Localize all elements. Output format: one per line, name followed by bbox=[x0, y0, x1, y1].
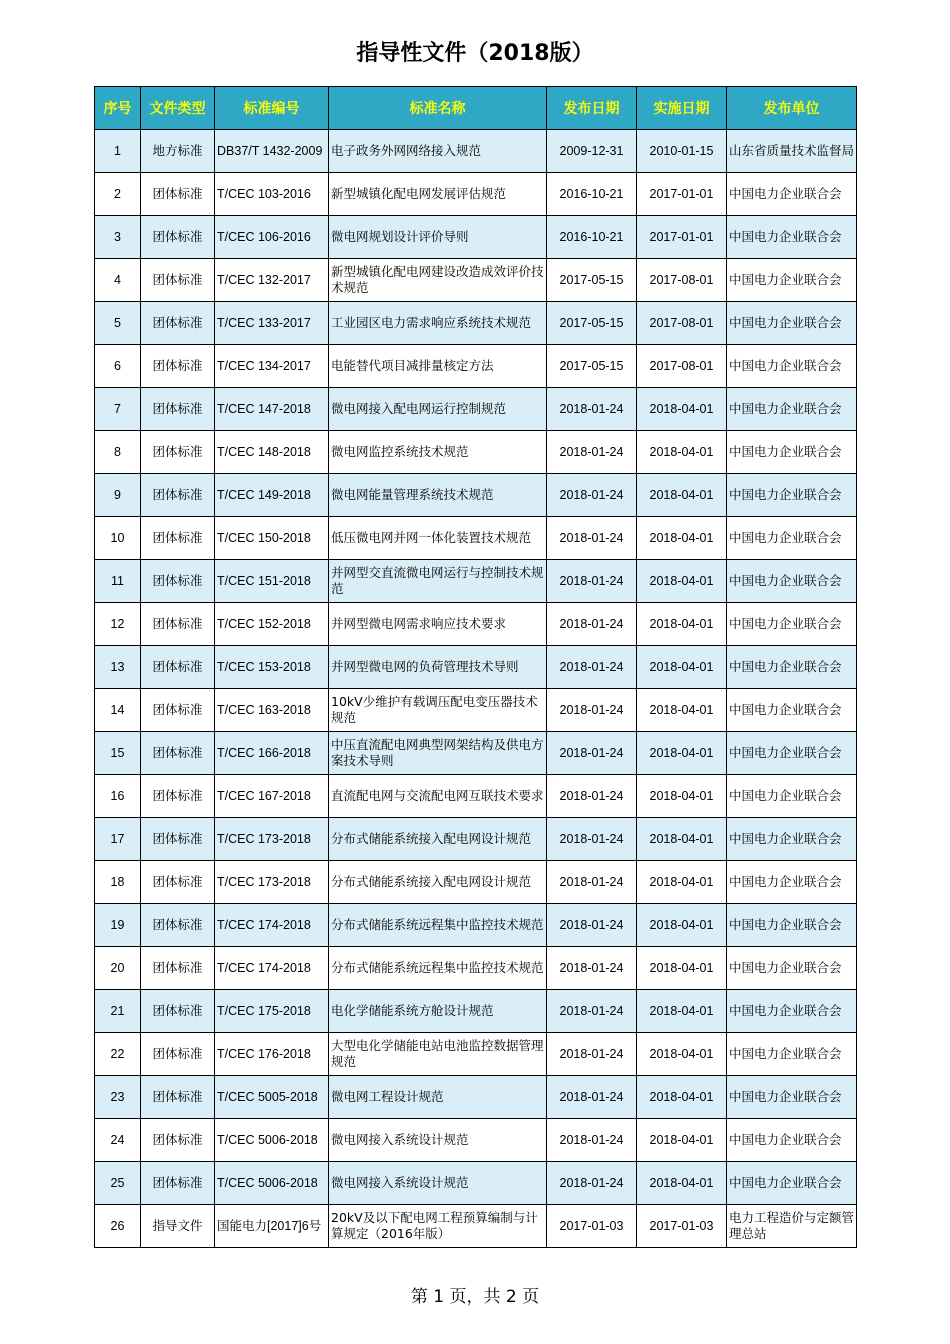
file-type-cell: 指导文件 bbox=[141, 1205, 215, 1248]
table-row bbox=[95, 302, 857, 345]
publisher-cell: 中国电力企业联合会 bbox=[727, 947, 857, 990]
page-title: 指导性文件（2018版） bbox=[356, 41, 594, 66]
header-row bbox=[95, 87, 857, 130]
publisher-cell: 中国电力企业联合会 bbox=[727, 904, 857, 947]
file-type-cell: 团体标准 bbox=[141, 861, 215, 904]
file-type-cell: 团体标准 bbox=[141, 345, 215, 388]
publisher-cell: 中国电力企业联合会 bbox=[727, 775, 857, 818]
file-type-cell: 团体标准 bbox=[141, 818, 215, 861]
publisher-cell: 中国电力企业联合会 bbox=[727, 431, 857, 474]
publisher-cell: 中国电力企业联合会 bbox=[727, 1076, 857, 1119]
table-row bbox=[95, 216, 857, 259]
publish-date-cell: 2018-01-24 bbox=[547, 818, 637, 861]
publisher-cell: 中国电力企业联合会 bbox=[727, 1119, 857, 1162]
row-number-cell: 7 bbox=[95, 388, 141, 431]
publish-date-cell: 2017-05-15 bbox=[547, 302, 637, 345]
standard-name-cell: 新型城镇化配电网发展评估规范 bbox=[329, 173, 547, 216]
effective-date-cell: 2010-01-15 bbox=[637, 130, 727, 173]
table-row bbox=[95, 947, 857, 990]
row-number-cell: 14 bbox=[95, 689, 141, 732]
publish-date-cell: 2018-01-24 bbox=[547, 775, 637, 818]
file-type-cell: 团体标准 bbox=[141, 474, 215, 517]
table-row bbox=[95, 603, 857, 646]
standard-code-cell: T/CEC 163-2018 bbox=[215, 689, 329, 732]
standard-name-cell: 并网型微电网需求响应技术要求 bbox=[329, 603, 547, 646]
table-row bbox=[95, 1119, 857, 1162]
publish-date-cell: 2018-01-24 bbox=[547, 560, 637, 603]
row-number-cell: 10 bbox=[95, 517, 141, 560]
standard-name-cell: 电化学储能系统方舱设计规范 bbox=[329, 990, 547, 1033]
publish-date-cell: 2018-01-24 bbox=[547, 517, 637, 560]
effective-date-cell: 2018-04-01 bbox=[637, 818, 727, 861]
table-row bbox=[95, 173, 857, 216]
publisher-cell: 中国电力企业联合会 bbox=[727, 1033, 857, 1076]
table-row bbox=[95, 130, 857, 173]
standard-name-cell: 并网型微电网的负荷管理技术导则 bbox=[329, 646, 547, 689]
table-row bbox=[95, 861, 857, 904]
publisher-cell: 中国电力企业联合会 bbox=[727, 560, 857, 603]
file-type-cell: 团体标准 bbox=[141, 904, 215, 947]
standard-code-cell: T/CEC 174-2018 bbox=[215, 904, 329, 947]
publish-date-cell: 2018-01-24 bbox=[547, 603, 637, 646]
row-number-cell: 13 bbox=[95, 646, 141, 689]
row-number-cell: 12 bbox=[95, 603, 141, 646]
standard-code-cell: T/CEC 103-2016 bbox=[215, 173, 329, 216]
row-number-cell: 17 bbox=[95, 818, 141, 861]
standard-code-cell: T/CEC 173-2018 bbox=[215, 861, 329, 904]
effective-date-cell: 2018-04-01 bbox=[637, 474, 727, 517]
effective-date-cell: 2018-04-01 bbox=[637, 517, 727, 560]
publish-date-cell: 2018-01-24 bbox=[547, 990, 637, 1033]
effective-date-cell: 2018-04-01 bbox=[637, 1076, 727, 1119]
row-number-cell: 19 bbox=[95, 904, 141, 947]
effective-date-cell: 2017-08-01 bbox=[637, 302, 727, 345]
row-number-cell: 25 bbox=[95, 1162, 141, 1205]
publish-date-cell: 2018-01-24 bbox=[547, 947, 637, 990]
effective-date-cell: 2018-04-01 bbox=[637, 1033, 727, 1076]
file-type-cell: 团体标准 bbox=[141, 173, 215, 216]
standard-name-cell: 分布式储能系统远程集中监控技术规范 bbox=[329, 904, 547, 947]
file-type-cell: 团体标准 bbox=[141, 1119, 215, 1162]
file-type-cell: 团体标准 bbox=[141, 216, 215, 259]
standard-code-cell: T/CEC 167-2018 bbox=[215, 775, 329, 818]
standard-name-cell: 20kV及以下配电网工程预算编制与计算规定（2016年版） bbox=[329, 1205, 547, 1248]
effective-date-cell: 2018-04-01 bbox=[637, 732, 727, 775]
effective-date-cell: 2018-04-01 bbox=[637, 861, 727, 904]
publisher-cell: 中国电力企业联合会 bbox=[727, 474, 857, 517]
standard-name-cell: 工业园区电力需求响应系统技术规范 bbox=[329, 302, 547, 345]
table-row bbox=[95, 388, 857, 431]
standard-code-cell: T/CEC 173-2018 bbox=[215, 818, 329, 861]
publisher-cell: 中国电力企业联合会 bbox=[727, 861, 857, 904]
publisher-cell: 中国电力企业联合会 bbox=[727, 388, 857, 431]
row-number-cell: 23 bbox=[95, 1076, 141, 1119]
publish-date-cell: 2017-05-15 bbox=[547, 259, 637, 302]
file-type-cell: 团体标准 bbox=[141, 431, 215, 474]
col-header-publisher: 发布单位 bbox=[727, 87, 857, 130]
col-header-publish-date: 发布日期 bbox=[547, 87, 637, 130]
table-row bbox=[95, 732, 857, 775]
standard-code-cell: T/CEC 176-2018 bbox=[215, 1033, 329, 1076]
effective-date-cell: 2017-01-03 bbox=[637, 1205, 727, 1248]
table-row bbox=[95, 345, 857, 388]
publisher-cell: 中国电力企业联合会 bbox=[727, 173, 857, 216]
publish-date-cell: 2017-05-15 bbox=[547, 345, 637, 388]
file-type-cell: 地方标准 bbox=[141, 130, 215, 173]
file-type-cell: 团体标准 bbox=[141, 990, 215, 1033]
effective-date-cell: 2018-04-01 bbox=[637, 689, 727, 732]
standard-code-cell: T/CEC 148-2018 bbox=[215, 431, 329, 474]
effective-date-cell: 2017-08-01 bbox=[637, 259, 727, 302]
file-type-cell: 团体标准 bbox=[141, 947, 215, 990]
standard-code-cell: T/CEC 106-2016 bbox=[215, 216, 329, 259]
effective-date-cell: 2018-04-01 bbox=[637, 388, 727, 431]
standard-code-cell: T/CEC 150-2018 bbox=[215, 517, 329, 560]
row-number-cell: 26 bbox=[95, 1205, 141, 1248]
col-header-no: 序号 bbox=[95, 87, 141, 130]
publisher-cell: 中国电力企业联合会 bbox=[727, 216, 857, 259]
standard-name-cell: 电能替代项目减排量核定方法 bbox=[329, 345, 547, 388]
standard-code-cell: T/CEC 133-2017 bbox=[215, 302, 329, 345]
standard-name-cell: 直流配电网与交流配电网互联技术要求 bbox=[329, 775, 547, 818]
effective-date-cell: 2018-04-01 bbox=[637, 904, 727, 947]
standard-code-cell: T/CEC 132-2017 bbox=[215, 259, 329, 302]
publisher-cell: 中国电力企业联合会 bbox=[727, 302, 857, 345]
publish-date-cell: 2018-01-24 bbox=[547, 1162, 637, 1205]
standard-code-cell: T/CEC 151-2018 bbox=[215, 560, 329, 603]
standard-name-cell: 电子政务外网网络接入规范 bbox=[329, 130, 547, 173]
publish-date-cell: 2018-01-24 bbox=[547, 1033, 637, 1076]
standard-name-cell: 微电网能量管理系统技术规范 bbox=[329, 474, 547, 517]
publisher-cell: 中国电力企业联合会 bbox=[727, 603, 857, 646]
row-number-cell: 5 bbox=[95, 302, 141, 345]
publish-date-cell: 2009-12-31 bbox=[547, 130, 637, 173]
row-number-cell: 3 bbox=[95, 216, 141, 259]
row-number-cell: 24 bbox=[95, 1119, 141, 1162]
standard-code-cell: T/CEC 134-2017 bbox=[215, 345, 329, 388]
publisher-cell: 中国电力企业联合会 bbox=[727, 818, 857, 861]
col-header-name: 标准名称 bbox=[329, 87, 547, 130]
table-row bbox=[95, 646, 857, 689]
publisher-cell: 中国电力企业联合会 bbox=[727, 1162, 857, 1205]
publish-date-cell: 2018-01-24 bbox=[547, 689, 637, 732]
standard-code-cell: T/CEC 152-2018 bbox=[215, 603, 329, 646]
row-number-cell: 21 bbox=[95, 990, 141, 1033]
publish-date-cell: 2018-01-24 bbox=[547, 1119, 637, 1162]
table-row bbox=[95, 775, 857, 818]
standard-code-cell: T/CEC 166-2018 bbox=[215, 732, 329, 775]
table-row bbox=[95, 818, 857, 861]
file-type-cell: 团体标准 bbox=[141, 560, 215, 603]
table-row bbox=[95, 1033, 857, 1076]
effective-date-cell: 2017-08-01 bbox=[637, 345, 727, 388]
table-row bbox=[95, 259, 857, 302]
standard-name-cell: 10kV少维护有载调压配电变压器技术规范 bbox=[329, 689, 547, 732]
standard-name-cell: 微电网工程设计规范 bbox=[329, 1076, 547, 1119]
publisher-cell: 中国电力企业联合会 bbox=[727, 517, 857, 560]
publisher-cell: 山东省质量技术监督局 bbox=[727, 130, 857, 173]
file-type-cell: 团体标准 bbox=[141, 603, 215, 646]
publisher-cell: 中国电力企业联合会 bbox=[727, 345, 857, 388]
effective-date-cell: 2018-04-01 bbox=[637, 603, 727, 646]
publisher-cell: 中国电力企业联合会 bbox=[727, 732, 857, 775]
publish-date-cell: 2018-01-24 bbox=[547, 1076, 637, 1119]
publisher-cell: 中国电力企业联合会 bbox=[727, 646, 857, 689]
row-number-cell: 18 bbox=[95, 861, 141, 904]
standard-code-cell: T/CEC 149-2018 bbox=[215, 474, 329, 517]
effective-date-cell: 2018-04-01 bbox=[637, 646, 727, 689]
row-number-cell: 20 bbox=[95, 947, 141, 990]
page-footer: 第 1 页，共 2 页 bbox=[410, 1287, 540, 1307]
table-row bbox=[95, 517, 857, 560]
file-type-cell: 团体标准 bbox=[141, 1076, 215, 1119]
table-row bbox=[95, 1076, 857, 1119]
standard-name-cell: 微电网规划设计评价导则 bbox=[329, 216, 547, 259]
col-header-effective-date: 实施日期 bbox=[637, 87, 727, 130]
file-type-cell: 团体标准 bbox=[141, 1162, 215, 1205]
standard-code-cell: DB37/T 1432-2009 bbox=[215, 130, 329, 173]
file-type-cell: 团体标准 bbox=[141, 517, 215, 560]
row-number-cell: 6 bbox=[95, 345, 141, 388]
file-type-cell: 团体标准 bbox=[141, 259, 215, 302]
row-number-cell: 15 bbox=[95, 732, 141, 775]
file-type-cell: 团体标准 bbox=[141, 302, 215, 345]
row-number-cell: 16 bbox=[95, 775, 141, 818]
standard-code-cell: T/CEC 174-2018 bbox=[215, 947, 329, 990]
standard-name-cell: 大型电化学储能电站电池监控数据管理规范 bbox=[329, 1033, 547, 1076]
row-number-cell: 2 bbox=[95, 173, 141, 216]
effective-date-cell: 2018-04-01 bbox=[637, 431, 727, 474]
standard-name-cell: 微电网接入配电网运行控制规范 bbox=[329, 388, 547, 431]
file-type-cell: 团体标准 bbox=[141, 689, 215, 732]
standard-name-cell: 分布式储能系统接入配电网设计规范 bbox=[329, 861, 547, 904]
effective-date-cell: 2018-04-01 bbox=[637, 775, 727, 818]
table-row bbox=[95, 904, 857, 947]
standard-name-cell: 微电网接入系统设计规范 bbox=[329, 1119, 547, 1162]
publish-date-cell: 2017-01-03 bbox=[547, 1205, 637, 1248]
publish-date-cell: 2018-01-24 bbox=[547, 431, 637, 474]
publish-date-cell: 2018-01-24 bbox=[547, 474, 637, 517]
file-type-cell: 团体标准 bbox=[141, 732, 215, 775]
file-type-cell: 团体标准 bbox=[141, 1033, 215, 1076]
standard-code-cell: T/CEC 153-2018 bbox=[215, 646, 329, 689]
col-header-type: 文件类型 bbox=[141, 87, 215, 130]
table-body bbox=[95, 130, 857, 1248]
file-type-cell: 团体标准 bbox=[141, 646, 215, 689]
effective-date-cell: 2018-04-01 bbox=[637, 990, 727, 1033]
standard-code-cell: T/CEC 5005-2018 bbox=[215, 1076, 329, 1119]
standard-code-cell: T/CEC 175-2018 bbox=[215, 990, 329, 1033]
standard-name-cell: 并网型交直流微电网运行与控制技术规范 bbox=[329, 560, 547, 603]
publish-date-cell: 2016-10-21 bbox=[547, 216, 637, 259]
table-row bbox=[95, 474, 857, 517]
table-row bbox=[95, 431, 857, 474]
table-row bbox=[95, 1162, 857, 1205]
row-number-cell: 9 bbox=[95, 474, 141, 517]
effective-date-cell: 2017-01-01 bbox=[637, 173, 727, 216]
effective-date-cell: 2018-04-01 bbox=[637, 1162, 727, 1205]
standard-name-cell: 分布式储能系统接入配电网设计规范 bbox=[329, 818, 547, 861]
standard-code-cell: T/CEC 5006-2018 bbox=[215, 1162, 329, 1205]
table-row bbox=[95, 990, 857, 1033]
standard-name-cell: 微电网监控系统技术规范 bbox=[329, 431, 547, 474]
row-number-cell: 1 bbox=[95, 130, 141, 173]
col-header-code: 标准编号 bbox=[215, 87, 329, 130]
standard-name-cell: 中压直流配电网典型网架结构及供电方案技术导则 bbox=[329, 732, 547, 775]
standard-name-cell: 低压微电网并网一体化装置技术规范 bbox=[329, 517, 547, 560]
publisher-cell: 中国电力企业联合会 bbox=[727, 990, 857, 1033]
effective-date-cell: 2018-04-01 bbox=[637, 560, 727, 603]
publish-date-cell: 2018-01-24 bbox=[547, 388, 637, 431]
publisher-cell: 中国电力企业联合会 bbox=[727, 259, 857, 302]
publisher-cell: 电力工程造价与定额管理总站 bbox=[727, 1205, 857, 1248]
standard-code-cell: 国能电力[2017]6号 bbox=[215, 1205, 329, 1248]
row-number-cell: 11 bbox=[95, 560, 141, 603]
row-number-cell: 4 bbox=[95, 259, 141, 302]
table-row bbox=[95, 560, 857, 603]
row-number-cell: 22 bbox=[95, 1033, 141, 1076]
row-number-cell: 8 bbox=[95, 431, 141, 474]
publish-date-cell: 2018-01-24 bbox=[547, 732, 637, 775]
effective-date-cell: 2017-01-01 bbox=[637, 216, 727, 259]
publish-date-cell: 2018-01-24 bbox=[547, 904, 637, 947]
publish-date-cell: 2018-01-24 bbox=[547, 646, 637, 689]
table-header bbox=[95, 87, 857, 130]
standard-name-cell: 微电网接入系统设计规范 bbox=[329, 1162, 547, 1205]
file-type-cell: 团体标准 bbox=[141, 388, 215, 431]
effective-date-cell: 2018-04-01 bbox=[637, 1119, 727, 1162]
standard-code-cell: T/CEC 147-2018 bbox=[215, 388, 329, 431]
publisher-cell: 中国电力企业联合会 bbox=[727, 689, 857, 732]
standard-name-cell: 新型城镇化配电网建设改造成效评价技术规范 bbox=[329, 259, 547, 302]
standards-table bbox=[94, 86, 857, 1248]
publish-date-cell: 2016-10-21 bbox=[547, 173, 637, 216]
publish-date-cell: 2018-01-24 bbox=[547, 861, 637, 904]
standard-code-cell: T/CEC 5006-2018 bbox=[215, 1119, 329, 1162]
table-row bbox=[95, 1205, 857, 1248]
effective-date-cell: 2018-04-01 bbox=[637, 947, 727, 990]
standard-name-cell: 分布式储能系统远程集中监控技术规范 bbox=[329, 947, 547, 990]
table-row bbox=[95, 689, 857, 732]
file-type-cell: 团体标准 bbox=[141, 775, 215, 818]
